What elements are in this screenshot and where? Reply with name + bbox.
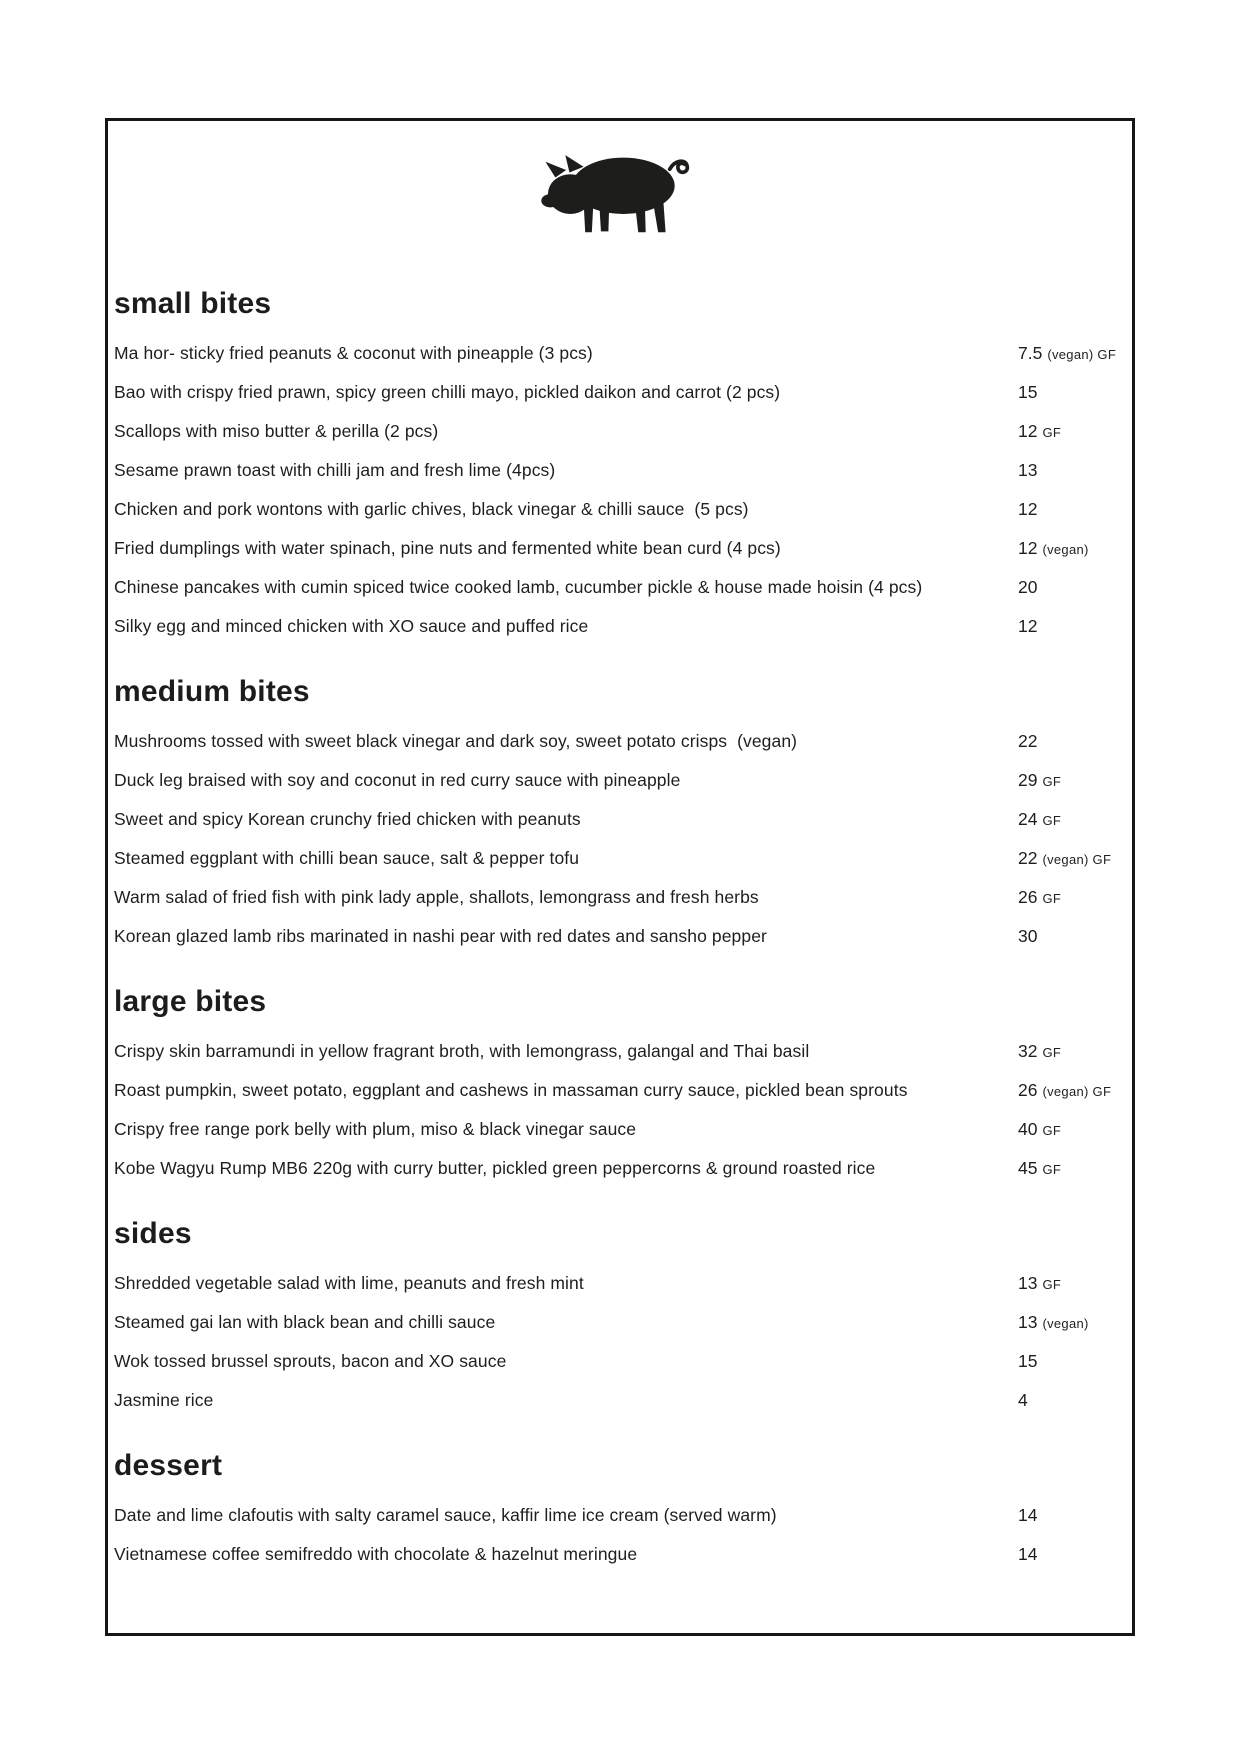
menu-item-row	[114, 1071, 1132, 1110]
item-diet-note: GF	[1042, 813, 1062, 828]
item-diet-note: (vegan) GF	[1047, 347, 1117, 362]
menu-item-row	[114, 1264, 1132, 1303]
item-name: Silky egg and minced chicken with XO sauce and puffed rice	[114, 616, 589, 636]
item-name: Kobe Wagyu Rump MB6 220g with curry butter, pickled green peppercorns & ground roasted rice	[114, 1158, 876, 1178]
item-price: 15	[1018, 382, 1038, 402]
page-border	[105, 118, 1135, 1636]
item-diet-note: GF	[1042, 891, 1062, 906]
menu-item-row	[114, 1303, 1132, 1342]
item-price: 29	[1018, 770, 1038, 790]
menu-item-row	[114, 1342, 1132, 1381]
item-price: 40	[1018, 1119, 1038, 1139]
item-name: Wok tossed brussel sprouts, bacon and XO sauce	[114, 1351, 507, 1371]
item-price: 22	[1018, 731, 1038, 751]
item-name: Duck leg braised with soy and coconut in red curry sauce with pineapple	[114, 770, 681, 790]
item-name: Jasmine rice	[114, 1390, 214, 1410]
item-price: 45	[1018, 1158, 1038, 1178]
item-price-cell	[1018, 1032, 1132, 1072]
item-price-cell	[1018, 373, 1132, 412]
item-name: Steamed gai lan with black bean and chilli sauce	[114, 1312, 496, 1332]
item-name: Scallops with miso butter & perilla (2 pcs)	[114, 421, 439, 441]
item-price-cell	[1018, 1342, 1132, 1381]
menu-item-row	[114, 490, 1132, 529]
item-name: Crispy free range pork belly with plum, miso & black vinegar sauce	[114, 1119, 637, 1139]
item-price-cell	[1018, 839, 1132, 879]
restaurant-logo	[108, 151, 1132, 238]
menu-item-row	[114, 412, 1132, 451]
item-price: 13	[1018, 460, 1038, 480]
item-diet-note: GF	[1042, 1277, 1062, 1292]
item-name: Warm salad of fried fish with pink lady apple, shallots, lemongrass and fresh herbs	[114, 887, 759, 907]
menu-section	[114, 982, 1132, 1188]
item-price-cell	[1018, 334, 1132, 374]
item-price: 26	[1018, 1080, 1038, 1100]
item-price-cell	[1018, 1303, 1132, 1343]
item-price-cell	[1018, 451, 1132, 490]
item-price: 7.5	[1018, 343, 1043, 363]
section-title: large bites	[114, 985, 267, 1018]
menu-section	[114, 284, 1132, 646]
section-title: dessert	[114, 1449, 223, 1482]
item-price-cell	[1018, 607, 1132, 646]
item-name: Roast pumpkin, sweet potato, eggplant and cashews in massaman curry sauce, pickled bean sprouts	[114, 1080, 908, 1100]
item-price: 22	[1018, 848, 1038, 868]
item-name: Crispy skin barramundi in yellow fragrant broth, with lemongrass, galangal and Thai basil	[114, 1041, 810, 1061]
menu-item-row	[114, 1149, 1132, 1188]
menu-item-row	[114, 334, 1132, 373]
item-name: Korean glazed lamb ribs marinated in nashi pear with red dates and sansho pepper	[114, 926, 767, 946]
item-diet-note: GF	[1042, 1123, 1062, 1138]
item-price: 12	[1018, 538, 1038, 558]
menu-item-row	[114, 451, 1132, 490]
item-diet-note: (vegan)	[1042, 542, 1089, 557]
item-price-cell	[1018, 1381, 1132, 1420]
item-diet-note: (vegan) GF	[1042, 1084, 1112, 1099]
section-items	[114, 1032, 1132, 1188]
item-price-cell	[1018, 878, 1132, 918]
item-name: Ma hor- sticky fried peanuts & coconut with pineapple (3 pcs)	[114, 343, 593, 363]
item-price-cell	[1018, 1110, 1132, 1150]
item-price-cell	[1018, 761, 1132, 801]
menu-item-row	[114, 1381, 1132, 1420]
item-price-cell	[1018, 1264, 1132, 1304]
item-price-cell	[1018, 1535, 1132, 1574]
menu-sections	[108, 284, 1132, 1574]
menu-section	[114, 672, 1132, 956]
item-price-cell	[1018, 722, 1132, 761]
item-name: Chinese pancakes with cumin spiced twice cooked lamb, cucumber pickle & house made hoisin (4 pcs)	[114, 577, 923, 597]
item-price: 14	[1018, 1544, 1038, 1564]
item-price-cell	[1018, 800, 1132, 840]
menu-item-row	[114, 1535, 1132, 1574]
item-price: 26	[1018, 887, 1038, 907]
menu-item-row	[114, 529, 1132, 568]
item-price-cell	[1018, 529, 1132, 569]
menu-item-row	[114, 917, 1132, 956]
menu-item-row	[114, 800, 1132, 839]
section-title: medium bites	[114, 675, 310, 708]
item-diet-note: (vegan) GF	[1042, 852, 1112, 867]
item-diet-note: GF	[1042, 774, 1062, 789]
menu-item-row	[114, 722, 1132, 761]
item-price-cell	[1018, 1149, 1132, 1189]
item-diet-note: GF	[1042, 1045, 1062, 1060]
item-diet-note: GF	[1042, 425, 1062, 440]
item-name: Bao with crispy fried prawn, spicy green chilli mayo, pickled daikon and carrot (2 pcs)	[114, 382, 781, 402]
item-price: 12	[1018, 421, 1038, 441]
item-diet-note: GF	[1042, 1162, 1062, 1177]
item-name: Chicken and pork wontons with garlic chives, black vinegar & chilli sauce (5 pcs)	[114, 499, 749, 519]
item-price-cell	[1018, 490, 1132, 529]
item-price: 4	[1018, 1390, 1028, 1410]
item-price: 12	[1018, 616, 1038, 636]
section-items	[114, 1264, 1132, 1420]
item-name: Steamed eggplant with chilli bean sauce, salt & pepper tofu	[114, 848, 580, 868]
item-name: Shredded vegetable salad with lime, peanuts and fresh mint	[114, 1273, 584, 1293]
menu-item-row	[114, 878, 1132, 917]
item-price: 24	[1018, 809, 1038, 829]
menu-item-row	[114, 373, 1132, 412]
section-items	[114, 722, 1132, 956]
item-price: 15	[1018, 1351, 1038, 1371]
menu-item-row	[114, 1032, 1132, 1071]
item-price-cell	[1018, 1496, 1132, 1535]
section-items	[114, 334, 1132, 646]
item-price: 13	[1018, 1312, 1038, 1332]
pig-icon	[537, 151, 703, 238]
menu-item-row	[114, 568, 1132, 607]
item-name: Vietnamese coffee semifreddo with chocolate & hazelnut meringue	[114, 1544, 638, 1564]
menu-item-row	[114, 1496, 1132, 1535]
item-price: 32	[1018, 1041, 1038, 1061]
section-title: small bites	[114, 287, 272, 320]
section-items	[114, 1496, 1132, 1574]
menu-item-row	[114, 761, 1132, 800]
menu-item-row	[114, 607, 1132, 646]
item-name: Mushrooms tossed with sweet black vinegar and dark soy, sweet potato crisps (vegan)	[114, 731, 798, 751]
item-price-cell	[1018, 412, 1132, 452]
menu-section	[114, 1446, 1132, 1574]
item-name: Date and lime clafoutis with salty caramel sauce, kaffir lime ice cream (served warm)	[114, 1505, 777, 1525]
menu-item-row	[114, 839, 1132, 878]
item-price: 13	[1018, 1273, 1038, 1293]
item-price-cell	[1018, 568, 1132, 607]
item-price: 12	[1018, 499, 1038, 519]
section-title: sides	[114, 1217, 192, 1250]
item-price: 20	[1018, 577, 1038, 597]
menu-section	[114, 1214, 1132, 1420]
item-name: Sesame prawn toast with chilli jam and fresh lime (4pcs)	[114, 460, 556, 480]
item-name: Fried dumplings with water spinach, pine nuts and fermented white bean curd (4 pcs)	[114, 538, 781, 558]
item-price: 30	[1018, 926, 1038, 946]
menu-item-row	[114, 1110, 1132, 1149]
item-price-cell	[1018, 917, 1132, 956]
item-name: Sweet and spicy Korean crunchy fried chicken with peanuts	[114, 809, 581, 829]
item-price-cell	[1018, 1071, 1132, 1111]
item-price: 14	[1018, 1505, 1038, 1525]
item-diet-note: (vegan)	[1042, 1316, 1089, 1331]
